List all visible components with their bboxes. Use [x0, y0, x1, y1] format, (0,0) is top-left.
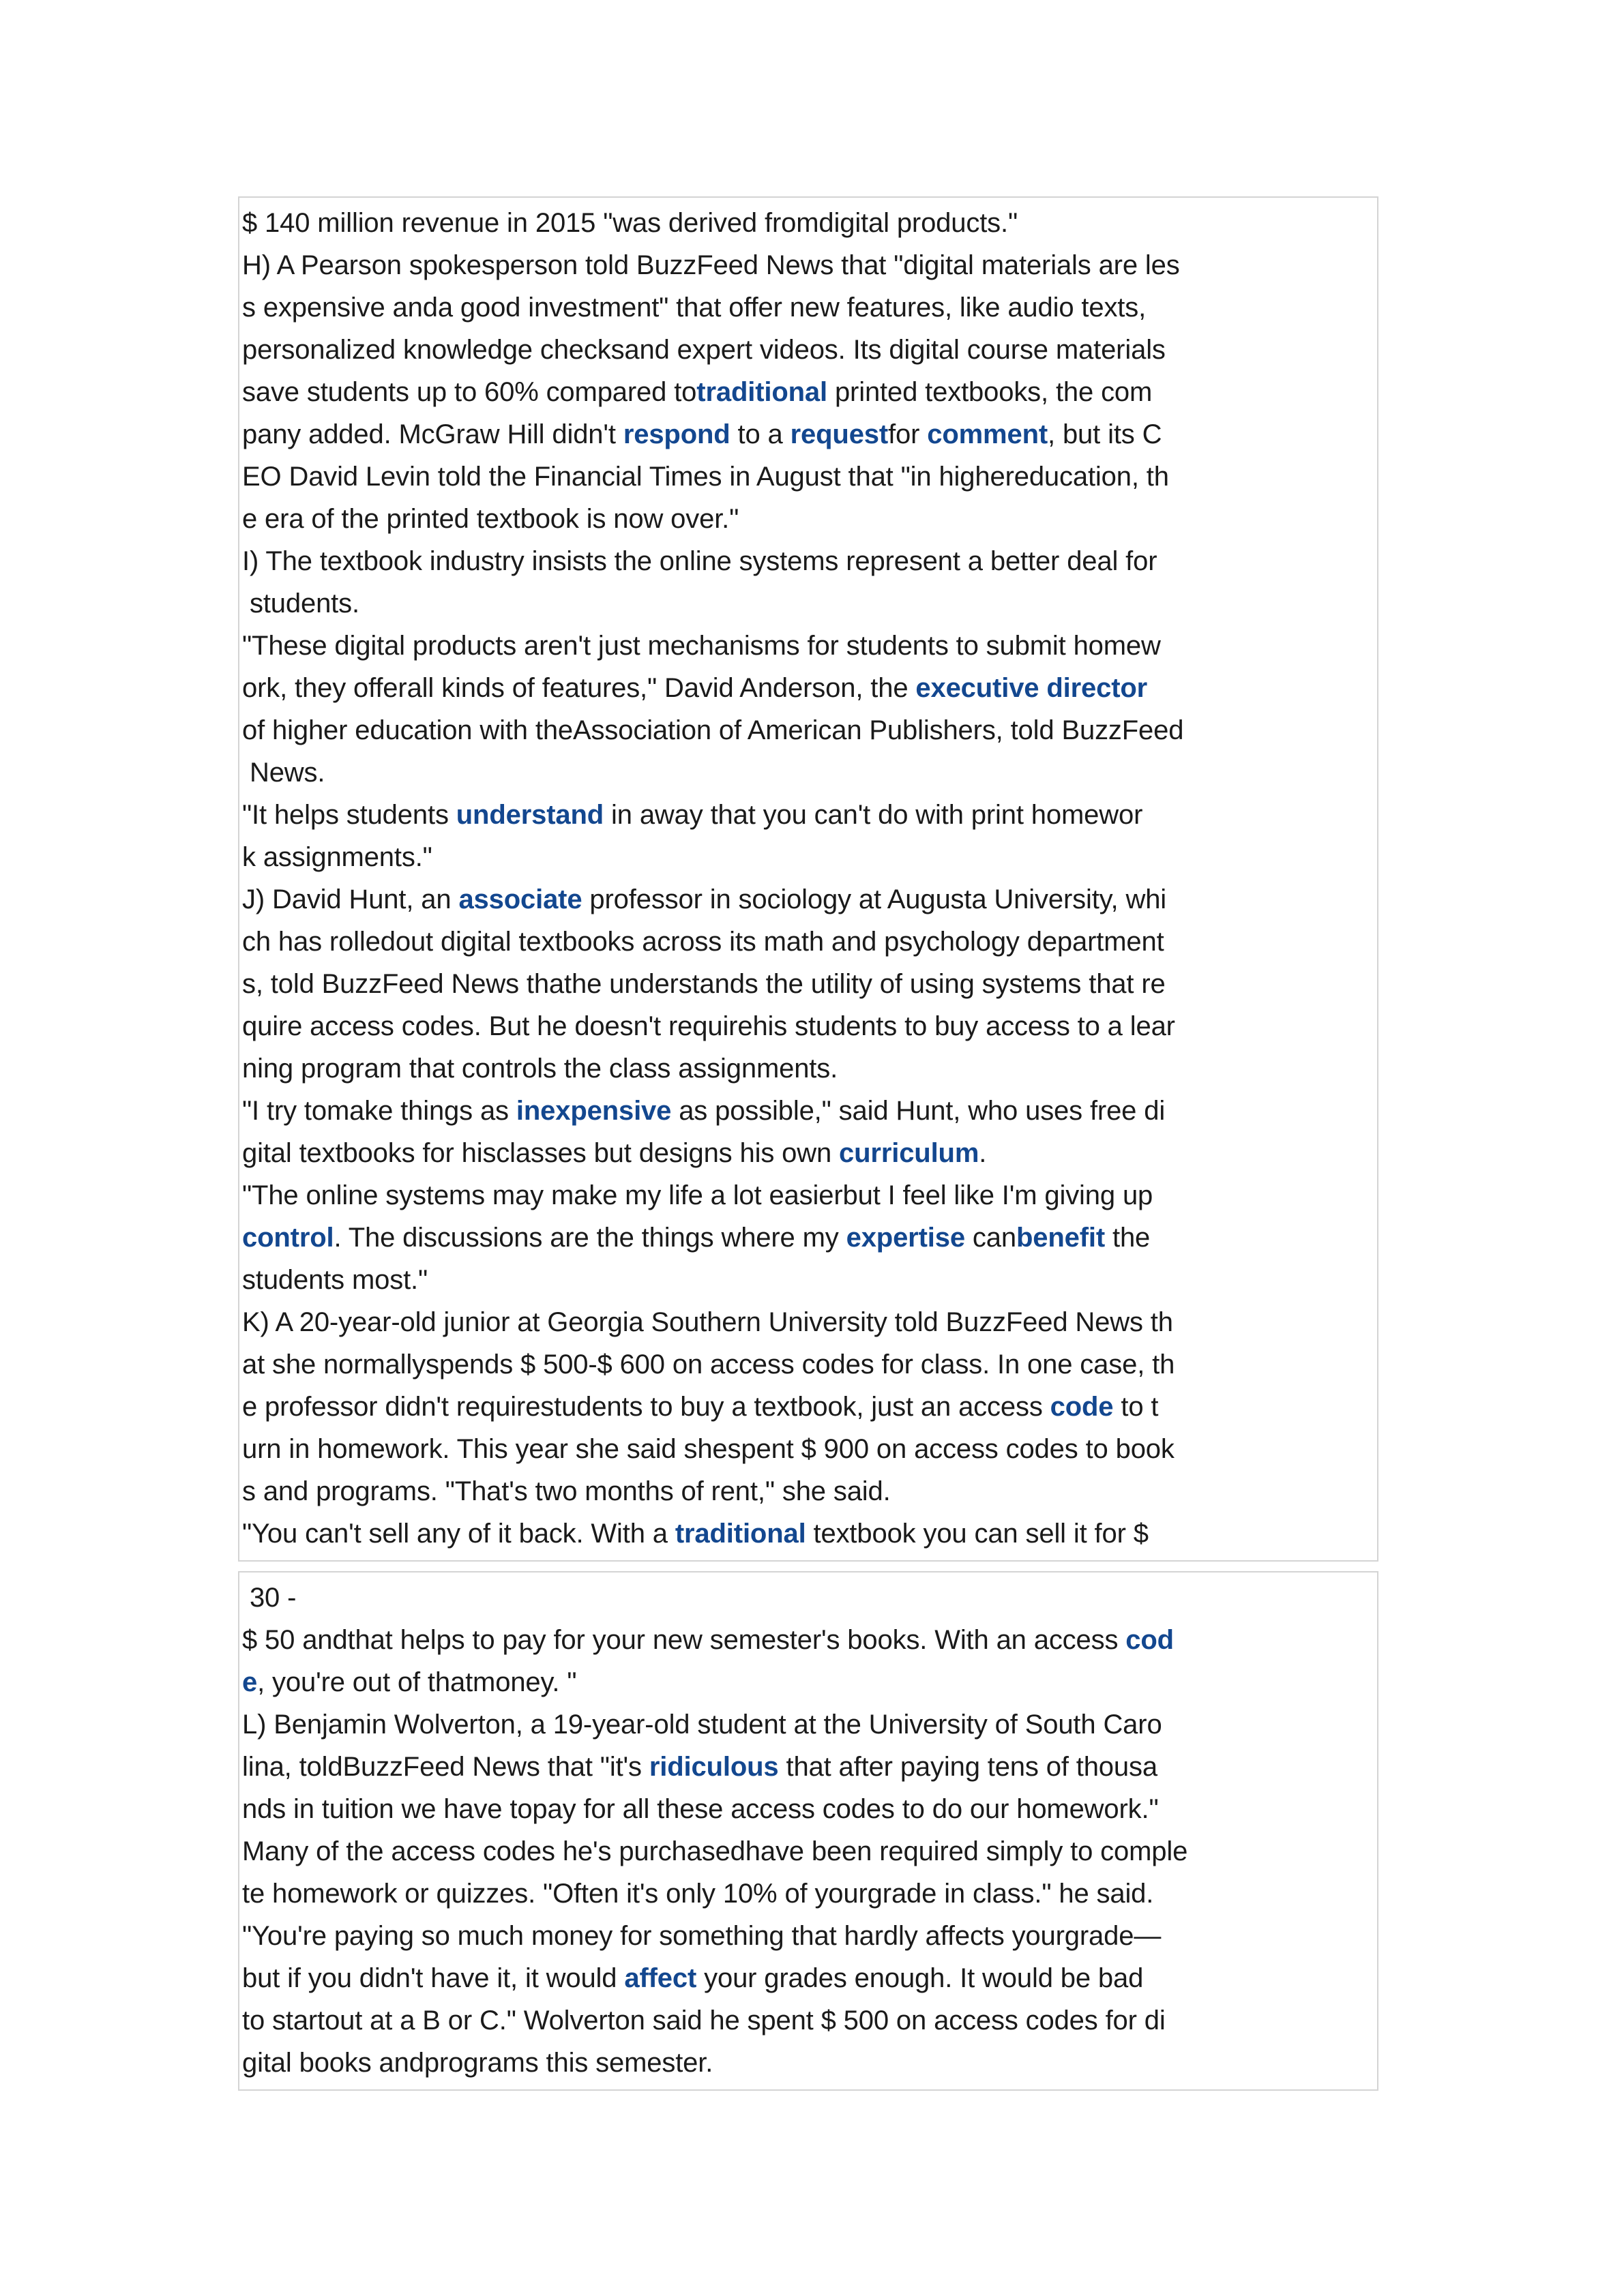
- text-run: EO David Levin told the Financial Times in August that "in highereducation, th: [242, 462, 1169, 492]
- text-line: [239, 667, 1377, 709]
- text-line: [239, 540, 1377, 582]
- text-line: [239, 1217, 1377, 1259]
- text-line: [239, 1661, 1377, 1703]
- text-run: the: [1105, 1223, 1151, 1253]
- highlighted-term: affect: [624, 1963, 697, 1993]
- text-run: , you're out of thatmoney. ": [257, 1667, 577, 1697]
- text-run: 30 -: [242, 1583, 297, 1613]
- text-run: can: [964, 1223, 1016, 1253]
- text-line: [239, 921, 1377, 963]
- text-line: [239, 1386, 1377, 1428]
- text-line: [239, 1259, 1377, 1301]
- text-run: ork, they offerall kinds of features," David Anderson, the: [242, 673, 916, 703]
- text-run: "The online systems may make my life a lot easierbut I feel like I'm giving up: [242, 1180, 1153, 1210]
- text-line: [239, 2042, 1377, 2084]
- text-run: . The discussions are the things where my: [334, 1223, 846, 1253]
- highlighted-term: comment: [927, 419, 1048, 449]
- text-run: at she normallyspends $ 500-$ 600 on access codes for class. In one case, th: [242, 1350, 1175, 1380]
- text-run: pany added. McGraw Hill didn't: [242, 419, 623, 449]
- text-run: ning program that controls the class assignments.: [242, 1054, 838, 1084]
- highlighted-term: associate: [458, 884, 582, 914]
- text-line: [239, 1788, 1377, 1830]
- text-line: [239, 1132, 1377, 1174]
- text-run: "You're paying so much money for something that hardly affects yourgrade—: [242, 1921, 1162, 1951]
- text-line: [239, 836, 1377, 878]
- text-run: e professor didn't requirestudents to buy a textbook, just an access: [242, 1392, 1050, 1422]
- text-line: [239, 1873, 1377, 1915]
- text-run: H) A Pearson spokesperson told BuzzFeed News that "digital materials are les: [242, 250, 1180, 280]
- text-line: [239, 1577, 1377, 1619]
- highlighted-term: control: [242, 1223, 334, 1253]
- text-line: [239, 625, 1377, 667]
- text-run: .: [979, 1138, 987, 1168]
- text-run: to t: [1113, 1392, 1159, 1422]
- text-line: [239, 1619, 1377, 1661]
- text-run: L) Benjamin Wolverton, a 19-year-old student at the University of South Caro: [242, 1710, 1162, 1740]
- text-line: [239, 1830, 1377, 1873]
- text-run: Many of the access codes he's purchasedhave been required simply to comple: [242, 1836, 1188, 1866]
- text-line: [239, 456, 1377, 498]
- text-run: quire access codes. But he doesn't requirehis students to buy access to a lear: [242, 1011, 1175, 1041]
- text-line: [239, 751, 1377, 794]
- text-run: e era of the printed textbook is now over.": [242, 504, 739, 534]
- text-line: [239, 498, 1377, 540]
- text-box-2: [238, 1571, 1378, 2091]
- highlighted-term: cod: [1125, 1625, 1174, 1655]
- highlighted-term: respond: [623, 419, 730, 449]
- text-run: "These digital products aren't just mechanisms for students to submit homew: [242, 631, 1161, 661]
- text-box-1: [238, 196, 1378, 1562]
- text-run: k assignments.": [242, 842, 432, 872]
- text-run: $ 140 million revenue in 2015 "was derived fromdigital products.": [242, 208, 1018, 238]
- text-line: [239, 878, 1377, 921]
- text-run: your grades enough. It would be bad: [696, 1963, 1144, 1993]
- text-run: s and programs. "That's two months of rent," she said.: [242, 1476, 891, 1506]
- text-run: personalized knowledge checksand expert videos. Its digital course materials: [242, 335, 1166, 365]
- text-run: "It helps students: [242, 800, 456, 830]
- highlighted-term: benefit: [1016, 1223, 1106, 1253]
- text-line: [239, 202, 1377, 244]
- text-line: [239, 1174, 1377, 1217]
- text-run: urn in homework. This year she said shespent $ 900 on access codes to book: [242, 1434, 1175, 1464]
- text-line: [239, 1957, 1377, 1999]
- text-run: News.: [242, 758, 325, 788]
- highlighted-term: request: [790, 419, 889, 449]
- text-run: in away that you can't do with print homewor: [604, 800, 1143, 830]
- highlighted-term: expertise: [846, 1223, 965, 1253]
- text-run: s expensive anda good investment" that offer new features, like audio texts,: [242, 293, 1147, 323]
- text-run: professor in sociology at Augusta University, whi: [582, 884, 1167, 914]
- text-run: students.: [242, 588, 359, 618]
- highlighted-term: understand: [456, 800, 604, 830]
- document-body: [238, 196, 1378, 2091]
- text-run: s, told BuzzFeed News thathe understands the utility of using systems that re: [242, 969, 1166, 999]
- text-line: [239, 1047, 1377, 1090]
- text-run: K) A 20-year-old junior at Georgia Southern University told BuzzFeed News th: [242, 1307, 1173, 1337]
- text-run: "I try tomake things as: [242, 1096, 516, 1126]
- text-run: that after paying tens of thousa: [778, 1752, 1157, 1782]
- highlighted-term: code: [1050, 1392, 1114, 1422]
- text-line: [239, 582, 1377, 625]
- text-line: [239, 1428, 1377, 1470]
- text-line: [239, 709, 1377, 751]
- highlighted-term: ridiculous: [649, 1752, 779, 1782]
- text-line: [239, 1343, 1377, 1386]
- text-run: printed textbooks, the com: [827, 377, 1153, 407]
- text-run: to startout at a B or C." Wolverton said he spent $ 500 on access codes for di: [242, 2006, 1166, 2036]
- text-run: students most.": [242, 1265, 428, 1295]
- text-run: I) The textbook industry insists the online systems represent a better deal for: [242, 546, 1157, 576]
- text-run: textbook you can sell it for $: [806, 1519, 1149, 1549]
- text-line: [239, 1301, 1377, 1343]
- text-line: [239, 1470, 1377, 1512]
- text-run: for: [888, 419, 928, 449]
- highlighted-term: curriculum: [839, 1138, 979, 1168]
- text-line: [239, 794, 1377, 836]
- text-line: [239, 371, 1377, 413]
- text-line: [239, 1703, 1377, 1746]
- text-line: [239, 1915, 1377, 1957]
- text-run: but if you didn't have it, it would: [242, 1963, 625, 1993]
- highlighted-term: executive director: [915, 673, 1148, 703]
- text-run: , but its C: [1048, 419, 1162, 449]
- text-line: [239, 244, 1377, 286]
- text-run: nds in tuition we have topay for all these access codes to do our homework.": [242, 1794, 1159, 1824]
- text-run: te homework or quizzes. "Often it's only 10% of yourgrade in class." he said.: [242, 1879, 1154, 1909]
- text-line: [239, 1005, 1377, 1047]
- highlighted-term: inexpensive: [516, 1096, 672, 1126]
- text-line: [239, 1512, 1377, 1555]
- text-run: as possible," said Hunt, who uses free di: [671, 1096, 1166, 1126]
- text-run: lina, toldBuzzFeed News that "it's: [242, 1752, 649, 1782]
- text-line: [239, 1746, 1377, 1788]
- text-run: "You can't sell any of it back. With a: [242, 1519, 675, 1549]
- text-line: [239, 329, 1377, 371]
- text-run: gital books andprograms this semester.: [242, 2048, 713, 2078]
- text-run: J) David Hunt, an: [242, 884, 459, 914]
- text-run: ch has rolledout digital textbooks across its math and psychology department: [242, 927, 1164, 957]
- text-run: of higher education with theAssociation of American Publishers, told BuzzFeed: [242, 715, 1184, 745]
- text-line: [239, 1090, 1377, 1132]
- text-line: [239, 286, 1377, 329]
- text-line: [239, 963, 1377, 1005]
- text-run: gital textbooks for hisclasses but designs his own: [242, 1138, 840, 1168]
- text-line: [239, 413, 1377, 456]
- highlighted-term: traditional: [696, 377, 827, 407]
- text-run: $ 50 andthat helps to pay for your new semester's books. With an access: [242, 1625, 1126, 1655]
- text-run: save students up to 60% compared to: [242, 377, 697, 407]
- highlighted-term: traditional: [675, 1519, 806, 1549]
- text-line: [239, 1999, 1377, 2042]
- text-run: to a: [730, 419, 791, 449]
- highlighted-term: e: [242, 1667, 258, 1697]
